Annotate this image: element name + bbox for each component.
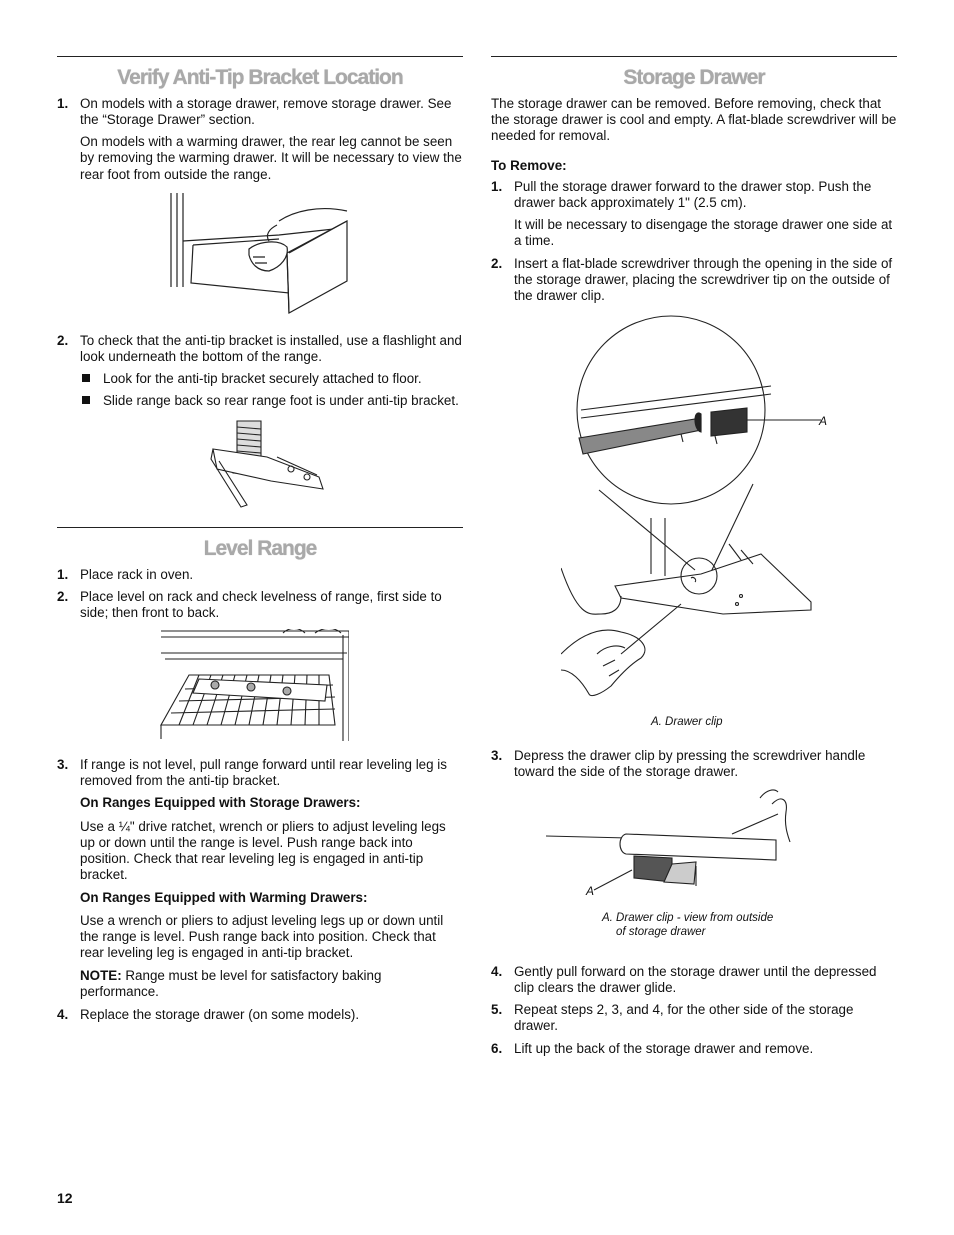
step-number: 3. [491,748,503,764]
verify-section-title: Verify Anti-Tip Bracket Location [117,66,403,89]
to-remove-heading: To Remove: [491,158,567,174]
drawer-clip-label: A [819,414,828,429]
step-number: 2. [491,255,503,271]
bullet-text: Look for the anti-tip bracket securely attached to floor. [103,370,422,386]
verify-bullet-2 [57,393,463,409]
level-section-title: Level Range [203,536,317,560]
storage-step-4 [491,964,897,996]
storage-step-1-note: It will be necessary to disengage the storage drawer one side at a time. [514,216,893,248]
step-number: 5. [491,1002,503,1018]
step-text: Place level on rack and check levelness of range, first side to side; then front to back. [80,589,442,621]
step-text: Lift up the back of the storage drawer and remove. [514,1040,814,1056]
level-step-1 [57,567,463,583]
left-column [57,56,463,1029]
step-text: On models with a storage drawer, remove storage drawer. See the “Storage Drawer” section. [80,96,452,128]
step-text: Place rack in oven. [80,567,194,583]
step-number: 2. [57,589,69,605]
step-text: If range is not level, pull range forward until rear leveling leg is removed from the anti-tip bracket. [80,757,447,789]
storage-drawer-intro: The storage drawer can be removed. Before removing, check that the storage drawer is cool and empty. A flat-blade screwdriver will be needed for removal. [491,96,897,144]
level-step-2 [57,589,463,621]
drawer-clip-outside-illustration [546,786,796,956]
note-label: NOTE: [80,968,122,984]
caption-line-2: of storage drawer [616,926,706,938]
page-number: 12 [57,1190,73,1206]
verify-step-1 [57,96,463,128]
note-text: Range must be level for satisfactory baking performance. [80,968,382,1000]
step-text: Depress the drawer clip by pressing the screwdriver handle toward the side of the storage drawer. [514,748,866,780]
storage-step-6 [491,1041,897,1057]
level-on-rack-illustration [159,629,349,741]
step-number: 1. [57,96,69,112]
step-text: Pull the storage drawer forward to the drawer stop. Push the drawer back approximately 1" (2.5 cm). [514,178,872,210]
bullet-text: Slide range back so rear range foot is under anti-tip bracket. [103,392,459,408]
warming-drawers-text: Use a wrench or pliers to adjust leveling legs up or down until the range is level. Push range back into position. Check that rear leveling leg is engaged in anti-tip bracket. [80,912,444,961]
drawer-clip-caption: A. Drawer clip [651,716,723,729]
caption-line-1: A. Drawer clip - view from outside [602,912,774,925]
step-number: 1. [57,567,69,583]
step-text: Repeat steps 2, 3, and 4, for the other side of the storage drawer. [514,1002,854,1034]
drawer-clip-illustration [561,314,831,734]
storage-drawers-subheading: On Ranges Equipped with Storage Drawers: [80,795,361,811]
verify-step-2 [57,333,463,365]
storage-drawers-text: Use a ¼" drive ratchet, wrench or pliers to adjust leveling legs up or down until the range is level. Push range back into position. Check that rear leveling leg is engaged in anti-tip bracket. [80,818,446,882]
step-number: 1. [491,178,503,194]
storage-step-3 [491,748,897,780]
storage-step-2 [491,256,897,304]
step-text: To check that the anti-tip bracket is installed, use a flashlight and look underneath the bottom of the range. [80,332,462,364]
warming-drawers-subheading: On Ranges Equipped with Warming Drawers: [80,889,368,905]
storage-drawer-section-title: Storage Drawer [623,66,765,89]
step-number: 4. [57,1007,69,1023]
level-step-3 [57,757,463,789]
step-number: 6. [491,1040,503,1056]
verify-step-1-note: On models with a warming drawer, the rear leg cannot be seen by removing the warming drawer. It will be necessary to view the rear foot from outside the range. [80,134,462,182]
bullet-square-icon [82,396,90,404]
verify-bullet-1 [57,371,463,387]
anti-tip-bracket-illustration [207,417,327,513]
level-step-4 [57,1007,463,1023]
right-column [491,56,897,1063]
section-divider [57,56,463,57]
drawer-clip-outside-caption [602,912,822,940]
storage-step-1 [491,179,897,211]
step-text: Insert a flat-blade screwdriver through the opening in the side of the storage drawer, placing the screwdriver tip on the outside of the drawer clip. [514,255,893,303]
storage-step-5 [491,1002,897,1034]
section-divider [57,527,463,528]
bullet-square-icon [82,374,90,382]
section-divider [491,56,897,57]
step-text: Gently pull forward on the storage drawer until the depressed clip clears the drawer glide. [514,964,877,996]
drawer-clip-outside-label: A [586,884,595,899]
step-text: Replace the storage drawer (on some models). [80,1007,360,1023]
step-number: 2. [57,332,69,348]
remove-drawer-illustration [169,191,349,319]
step-number: 4. [491,964,503,980]
level-note [80,968,463,1000]
step-number: 3. [57,757,69,773]
